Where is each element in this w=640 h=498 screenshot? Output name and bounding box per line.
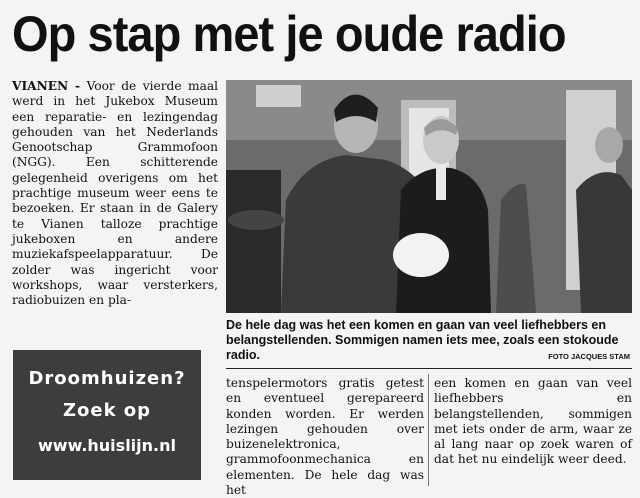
article-column-1: [12, 79, 218, 308]
column-rule: [428, 374, 429, 486]
article-photo: [226, 80, 632, 313]
section-divider: [226, 368, 632, 369]
photo-credit: FOTO JACQUES STAM: [548, 352, 630, 361]
article-column-2: tenspelermotors gratis getest en eventueel gerepareerd konden worden. Er werden lezingen gehouden over buizenelektronica, grammofoonmechanica en elementen. De hele dag was het: [226, 376, 424, 498]
article-column-3: een komen en gaan van veel liefhebbers en belangstellenden, sommigen met iets onder de arm, waar ze al lang naar op zoek waren of dat het nu eindelijk weer deed.: [434, 376, 632, 467]
article-dateline: VIANEN -: [12, 79, 81, 93]
advertisement-huislijn[interactable]: [13, 350, 201, 480]
ad-line-1: Droomhuizen?: [28, 368, 186, 389]
photo-scene: [226, 80, 632, 313]
article-headline: Op stap met je oude radio: [12, 6, 566, 62]
ad-url-link[interactable]: www.huislijn.nl: [38, 436, 176, 455]
photo-caption: De hele dag was het een komen en gaan van veel liefhebbers en belangstellenden. Sommigen namen iets mee, zoals een stokoude radio.: [226, 318, 619, 362]
ad-line-2: Zoek op: [62, 400, 152, 421]
article-column-1-text: Voor de vierde maal werd in het Jukebox Museum een reparatie- en lezingendag gehouden van het Nederlands Genootschap Grammofoon (NGG). Een schitterende gelegenheid overigens om het prachtige museum weer eens te bezoeken. Er staan in de Galery te Vianen talloze prachtige jukeboxen en andere muziekafspeelapparatuur. De zolder was ingericht voor workshops, waar versterkers, radiobuizen en pla-: [12, 79, 219, 308]
